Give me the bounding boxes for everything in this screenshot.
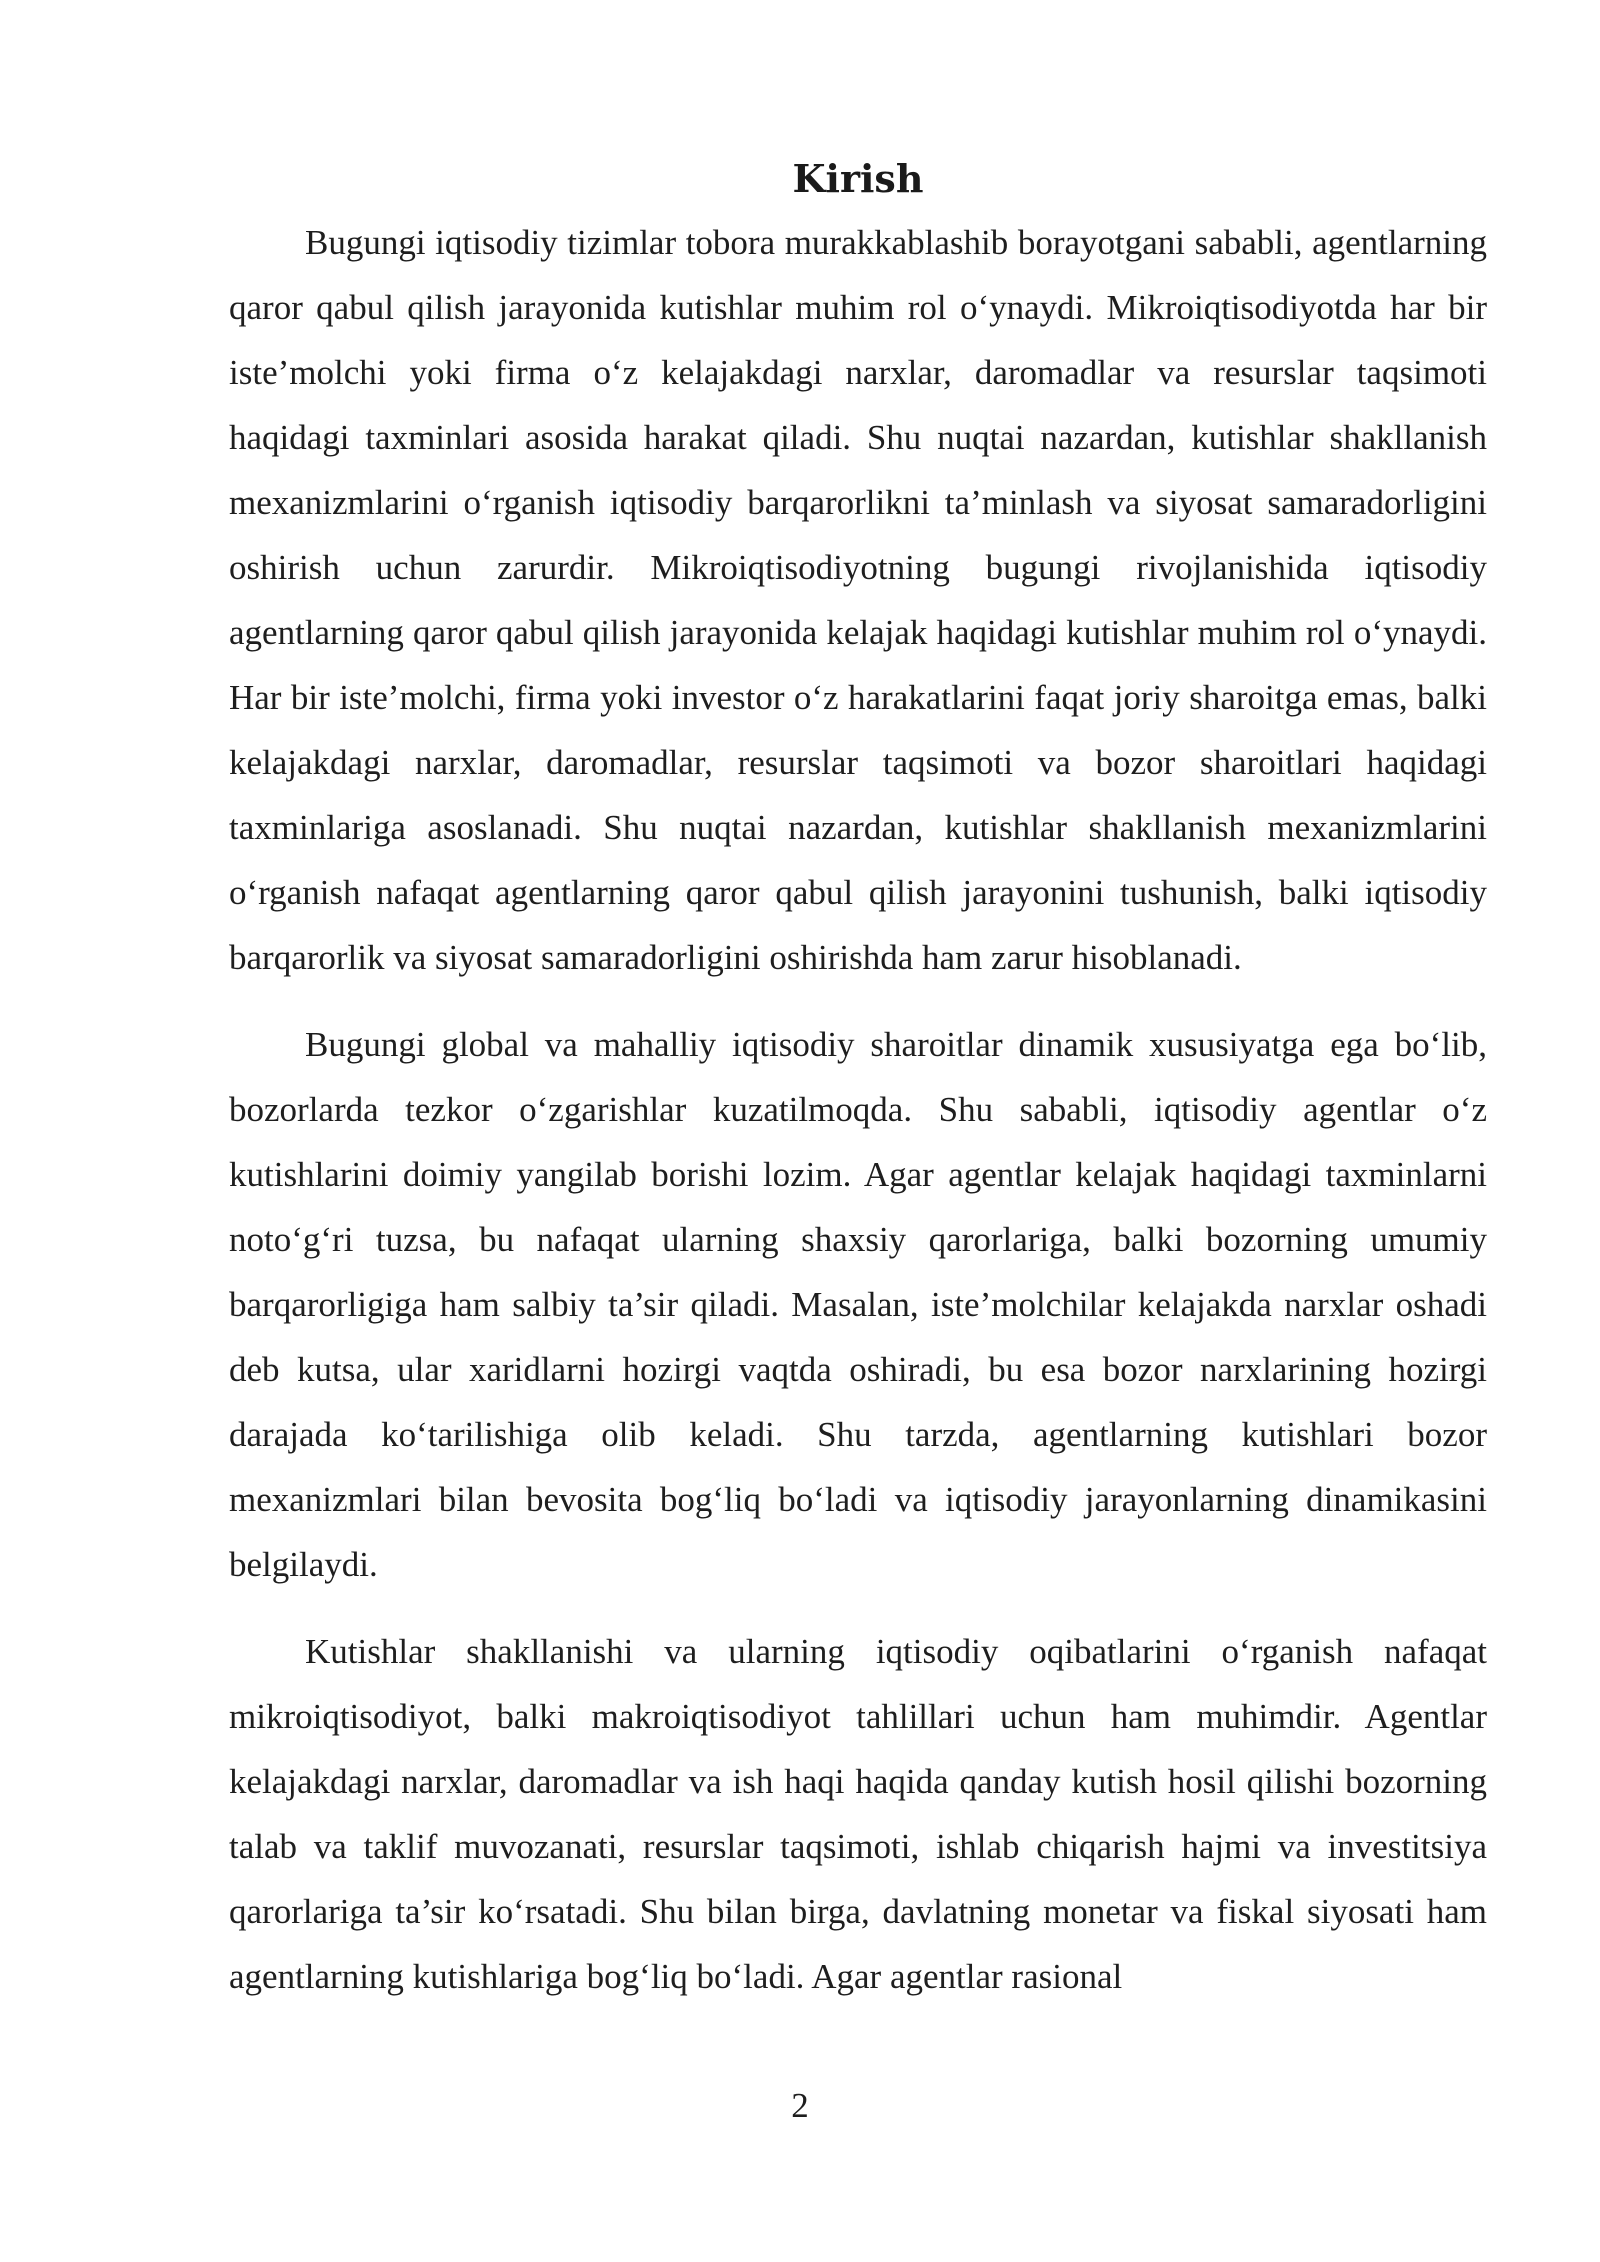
section-title: Kirish bbox=[792, 156, 924, 201]
paragraph-2: Bugungi global va mahalliy iqtisodiy sharoitlar dinamik xususiyatga ega bo‘lib, bozorlarda tezkor o‘zgarishlar kuzatilmoqda. Shu sababli, iqtisodiy agentlar o‘z kutishlarini doimiy yangilab borishi lozim. Agar agentlar kelajak haqidagi taxminlarni noto‘g‘ri tuzsa, bu nafaqat ularning shaxsiy qarorlariga, balki bozorning umumiy barqarorligiga ham salbiy ta’sir qiladi. Masalan, iste’molchilar kelajakda narxlar oshadi deb kutsa, ular xaridlarni hozirgi vaqtda oshiradi, bu esa bozor narxlarining hozirgi darajada ko‘tarilishiga olib keladi. Shu tarzda, agentlarning kutishlari bozor mexanizmlari bilan bevosita bog‘liq bo‘ladi va iqtisodiy jarayonlarning dinamikasini belgilaydi. bbox=[229, 1025, 1487, 1584]
page-number: 2 bbox=[791, 2086, 809, 2125]
paragraph-3: Kutishlar shakllanishi va ularning iqtisodiy oqibatlarini o‘rganish nafaqat mikroiqtisodiyot, balki makroiqtisodiyot tahlillari uchun ham muhimdir. Agentlar kelajakdagi narxlar, daromadlar va ish haqi haqida qanday kutish hosil qilishi bozorning talab va taklif muvozanati, resurslar taqsimoti, ishlab chiqarish hajmi va investitsiya qarorlariga ta’sir ko‘rsatadi. Shu bilan birga, davlatning monetar va fiskal siyosati ham agentlarning kutishlariga bog‘liq bo‘ladi. Agar agentlar rasional bbox=[229, 1632, 1487, 1996]
page-content bbox=[229, 148, 1487, 2009]
paragraph-1: Bugungi iqtisodiy tizimlar tobora murakkablashib borayotgani sababli, agentlarning qaror qabul qilish jarayonida kutishlar muhim rol o‘ynaydi. Mikroiqtisodiyotda har bir iste’molchi yoki firma o‘z kelajakdagi narxlar, daromadlar va resurslar taqsimoti haqidagi taxminlari asosida harakat qiladi. Shu nuqtai nazardan, kutishlar shakllanish mexanizmlarini o‘rganish iqtisodiy barqarorlikni ta’minlash va siyosat samaradorligini oshirish uchun zarurdir. Mikroiqtisodiyotning bugungi rivojlanishida iqtisodiy agentlarning qaror qabul qilish jarayonida kelajak haqidagi kutishlar muhim rol o‘ynaydi. Har bir iste’molchi, firma yoki investor o‘z harakatlarini faqat joriy sharoitga emas, balki kelajakdagi narxlar, daromadlar, resurslar taqsimoti va bozor sharoitlari haqidagi taxminlariga asoslanadi. Shu nuqtai nazardan, kutishlar shakllanish mexanizmlarini o‘rganish nafaqat agentlarning qaror qabul qilish jarayonini tushunish, balki iqtisodiy barqarorlik va siyosat samaradorligini oshirishda ham zarur hisoblanadi. bbox=[229, 223, 1487, 977]
